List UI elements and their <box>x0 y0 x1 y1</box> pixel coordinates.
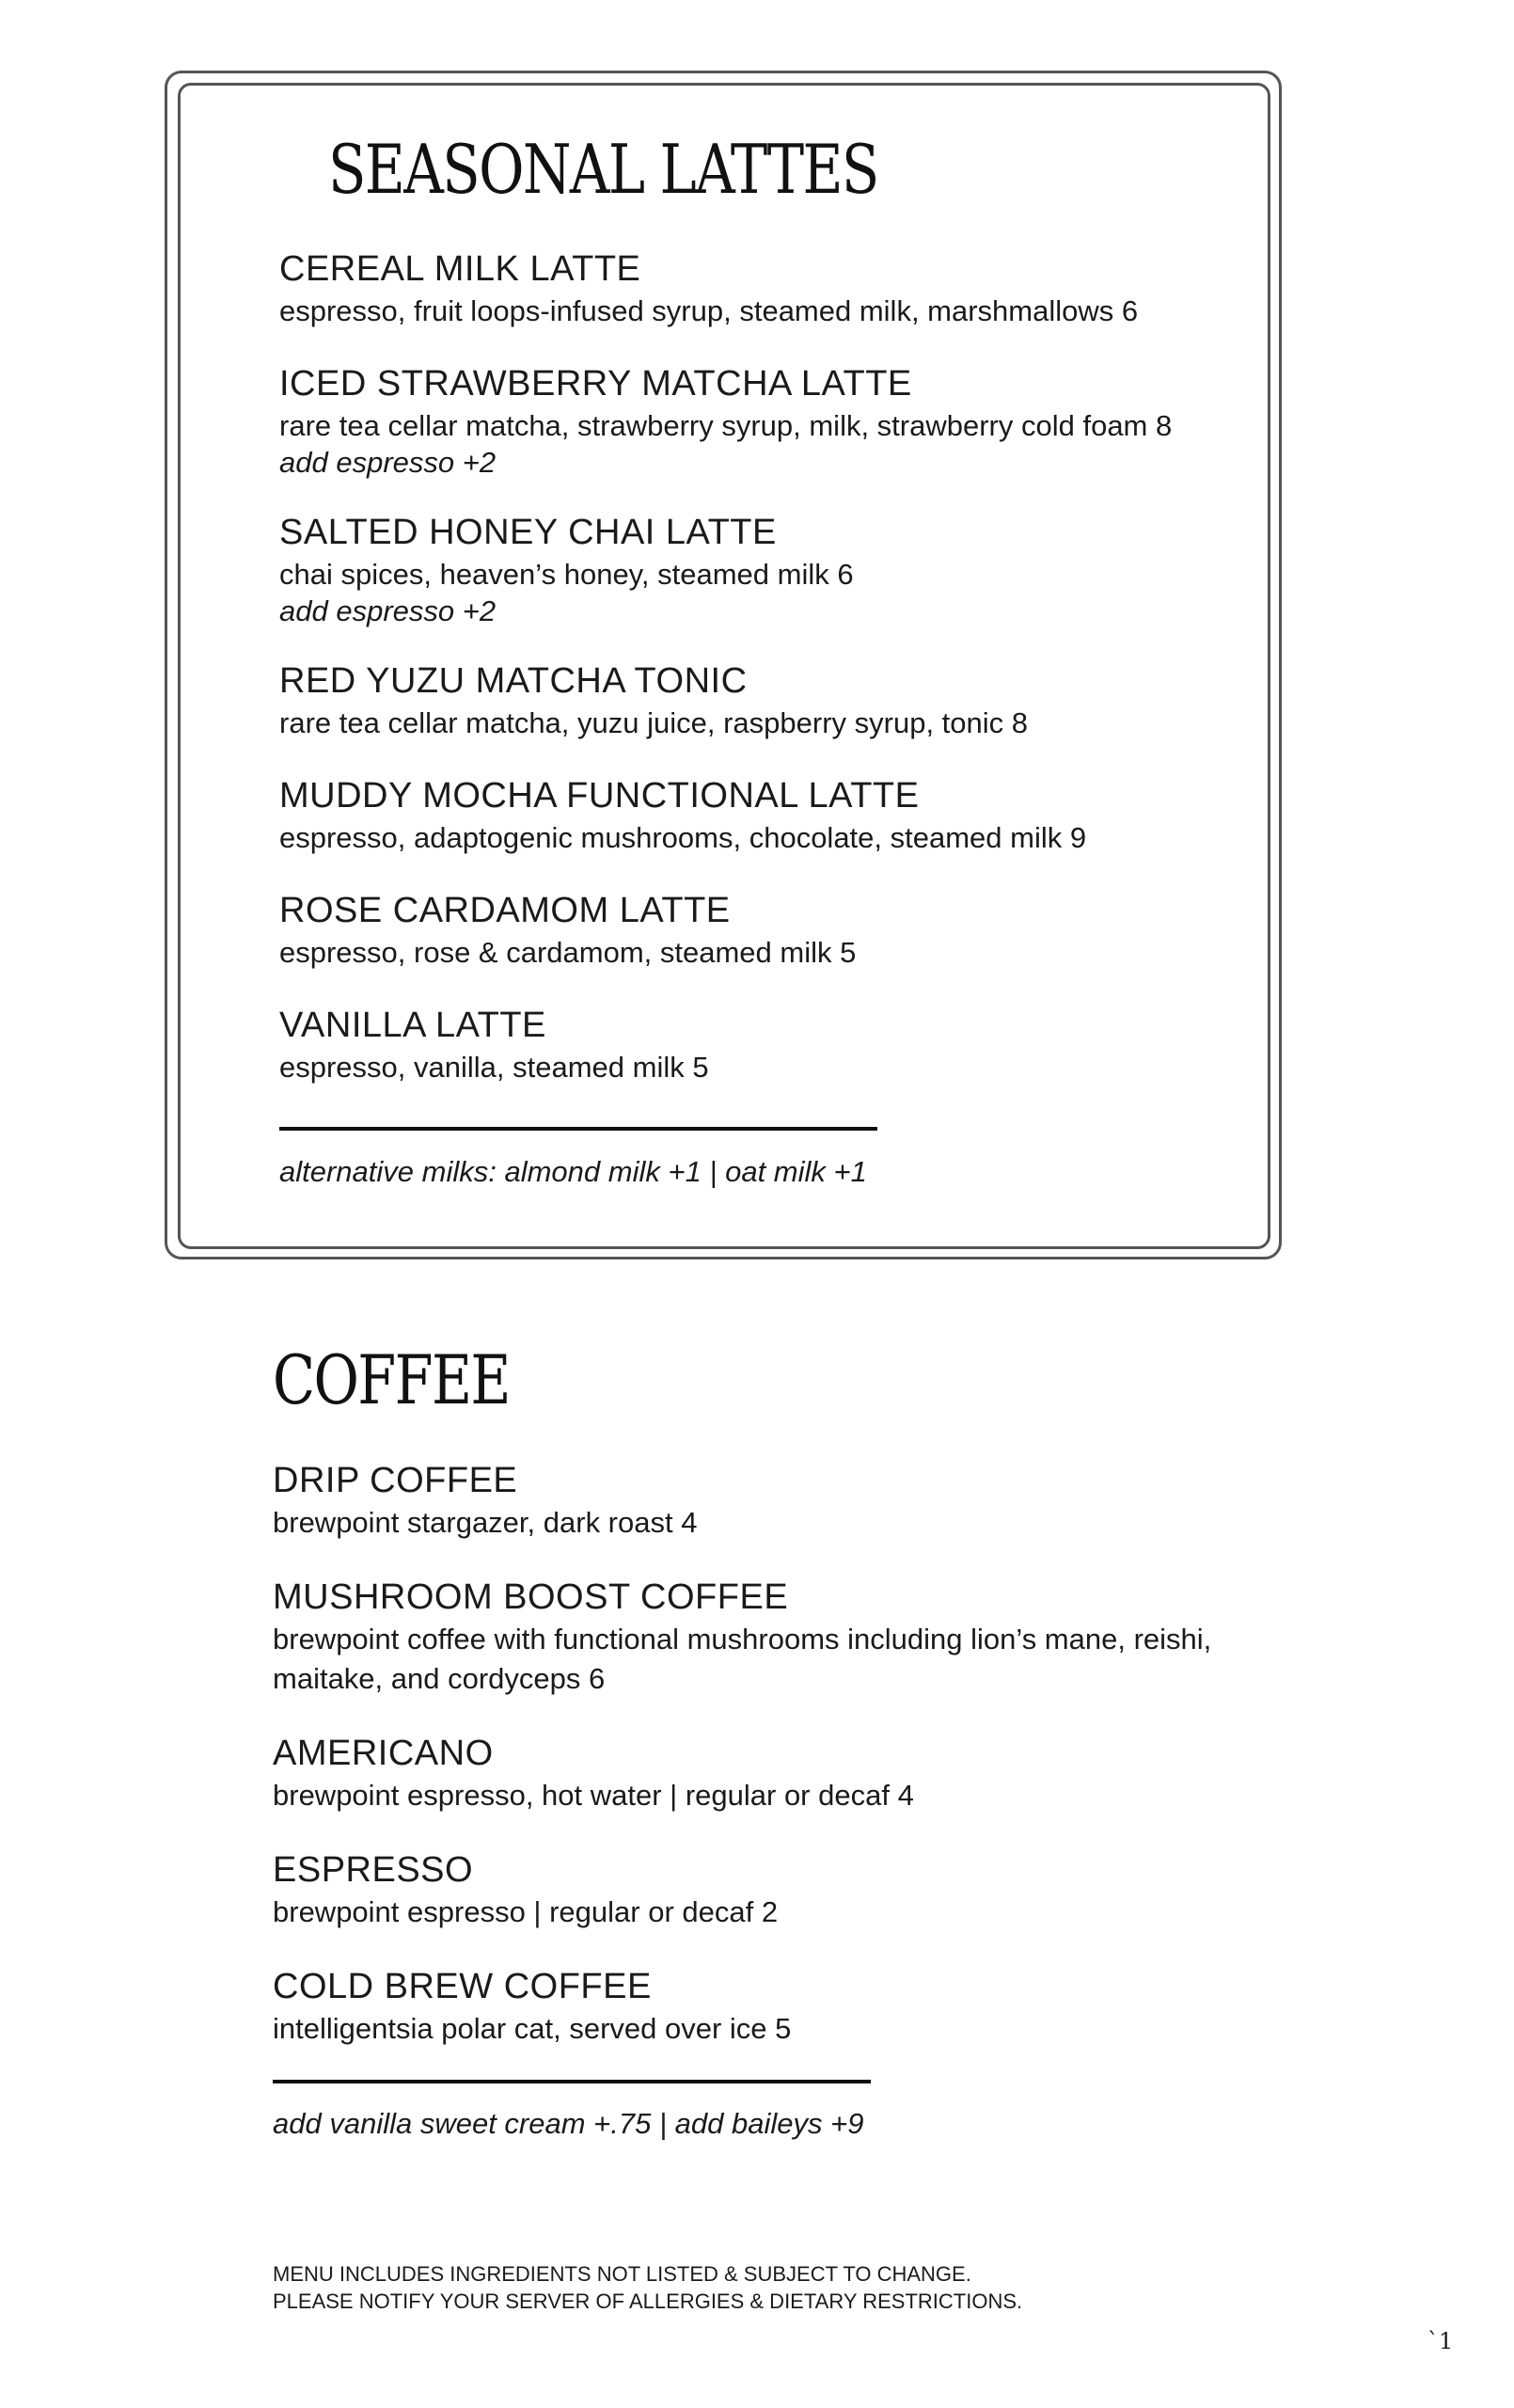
item-name: SALTED HONEY CHAI LATTE <box>279 513 777 552</box>
menu-item <box>279 510 1248 628</box>
menu-item <box>279 246 1248 331</box>
menu-item <box>279 1003 1248 1087</box>
item-description: espresso, fruit loops-infused syrup, steamed milk, marshmallows 6 <box>279 294 1139 327</box>
menu-item <box>273 1731 1241 1815</box>
menu-disclaimer <box>273 2260 1022 2315</box>
item-description: espresso, vanilla, steamed milk 5 <box>279 1051 709 1084</box>
item-name: COLD BREW COFFEE <box>273 1967 652 2006</box>
item-description: espresso, rose & cardamom, steamed milk 5 <box>279 936 857 969</box>
item-name: MUSHROOM BOOST COFFEE <box>273 1577 789 1617</box>
item-name: ESPRESSO <box>273 1850 474 1890</box>
item-description: brewpoint coffee with functional mushrooms including lion’s mane, reishi, maitake, and cordyceps 6 <box>273 1623 1212 1695</box>
item-description: brewpoint stargazer, dark roast 4 <box>273 1506 698 1539</box>
item-description: rare tea cellar matcha, yuzu juice, raspberry syrup, tonic 8 <box>279 706 1029 739</box>
item-addon: add espresso +2 <box>279 594 497 627</box>
item-description: brewpoint espresso, hot water | regular or decaf 4 <box>273 1779 914 1812</box>
menu-item <box>279 361 1248 480</box>
item-description: rare tea cellar matcha, strawberry syrup, milk, strawberry cold foam 8 <box>279 409 1173 442</box>
item-name: VANILLA LATTE <box>279 1006 546 1045</box>
menu-item <box>273 1575 1241 1699</box>
coffee-addons-note: add vanilla sweet cream +.75 | add baileys +9 <box>273 2107 864 2140</box>
item-name: CEREAL MILK LATTE <box>279 249 641 289</box>
item-name: AMERICANO <box>273 1734 494 1773</box>
item-description: brewpoint espresso | regular or decaf 2 <box>273 1895 779 1928</box>
seasonal-lattes-list <box>279 246 1248 1117</box>
item-name: RED YUZU MATCHA TONIC <box>279 661 748 701</box>
menu-item <box>273 1964 1241 2049</box>
seasonal-lattes-heading: SEASONAL LATTES <box>328 130 878 209</box>
item-name: DRIP COFFEE <box>273 1461 518 1500</box>
item-name: ICED STRAWBERRY MATCHA LATTE <box>279 364 912 404</box>
menu-item <box>279 658 1248 743</box>
coffee-divider <box>273 2080 871 2083</box>
menu-item <box>273 1847 1241 1932</box>
menu-item <box>279 773 1248 858</box>
item-addon: add espresso +2 <box>279 446 497 479</box>
menu-item <box>273 1458 1241 1543</box>
menu-item <box>279 888 1248 973</box>
seasonal-divider <box>279 1127 877 1131</box>
item-description: espresso, adaptogenic mushrooms, chocolate, steamed milk 9 <box>279 821 1087 854</box>
coffee-list <box>273 1458 1241 2081</box>
item-description: intelligentsia polar cat, served over ice 5 <box>273 2012 792 2045</box>
disclaimer-line-1: MENU INCLUDES INGREDIENTS NOT LISTED & SUBJECT TO CHANGE. <box>273 2262 971 2286</box>
alternative-milks-note: alternative milks: almond milk +1 | oat milk +1 <box>279 1155 867 1188</box>
item-description: chai spices, heaven’s honey, steamed milk 6 <box>279 558 854 591</box>
item-name: MUDDY MOCHA FUNCTIONAL LATTE <box>279 776 920 816</box>
coffee-heading: COFFEE <box>273 1340 510 1419</box>
page-number: `1 <box>1427 2328 1454 2354</box>
disclaimer-line-2: PLEASE NOTIFY YOUR SERVER OF ALLERGIES & DIETARY RESTRICTIONS. <box>273 2289 1023 2313</box>
item-name: ROSE CARDAMOM LATTE <box>279 891 731 930</box>
